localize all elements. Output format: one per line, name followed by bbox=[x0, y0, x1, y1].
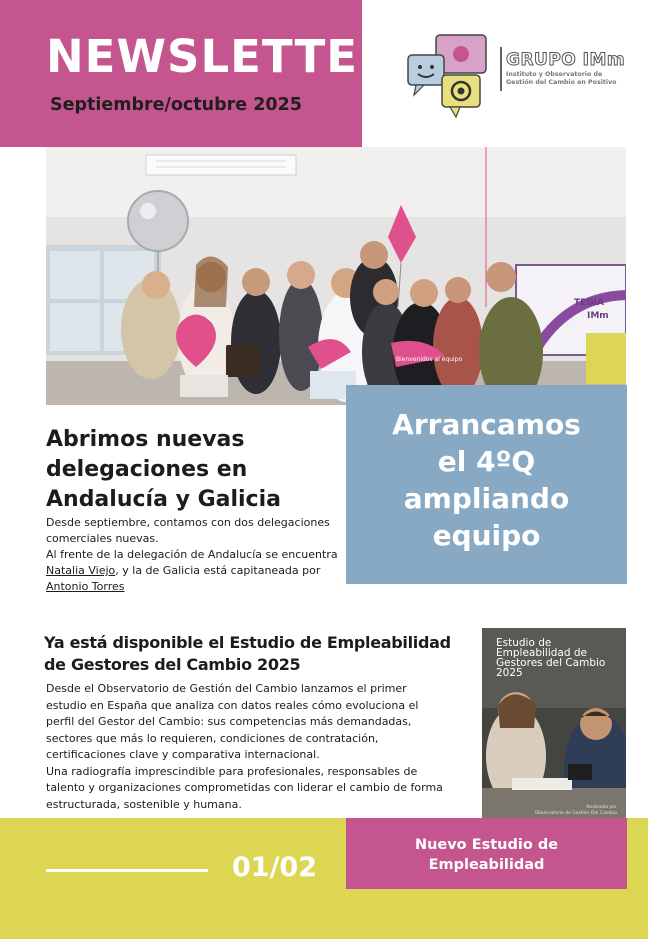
logo-subtitle: Instituto y Observatorio de Gestión del Cambio en Positivo bbox=[506, 71, 617, 86]
logo-icon bbox=[406, 33, 498, 119]
article-delegaciones-paragraph: Al frente de la delegación de Andalucía se encuentra Natalia Viejo, y la de Galicia está capitaneada por Antonio Torres bbox=[46, 548, 338, 593]
grupo-imm-logo[interactable] bbox=[406, 33, 628, 119]
logo-name: GRUPO IMm bbox=[506, 50, 626, 70]
newsletter-title: NEWSLETTER bbox=[46, 30, 394, 83]
article-delegaciones-paragraph: Desde septiembre, contamos con dos delegaciones comerciales nuevas. bbox=[46, 516, 330, 545]
person-link-antonio-torres[interactable]: Antonio Torres bbox=[46, 580, 125, 593]
footer-cta-label: Nuevo Estudio de Empleabilidad bbox=[414, 837, 559, 873]
study-cover-image[interactable] bbox=[482, 628, 626, 819]
highlight-title: Arrancamos el 4ºQ ampliando equipo bbox=[392, 408, 581, 552]
team-photo bbox=[46, 147, 626, 405]
balloon-text: Bienvenidos al equipo bbox=[396, 356, 463, 363]
article-estudio-paragraph: Una radiografía imprescindible para profesionales, responsables de talento y organizaciones comprometidas con liderar el cambio de forma estructurada, sostenible y humana. bbox=[46, 764, 443, 811]
decorative-yellow-square bbox=[586, 333, 626, 384]
logo-divider bbox=[500, 47, 502, 91]
article-delegaciones-title: Abrimos nuevas delegaciones en Andalucía y Galicia bbox=[46, 427, 281, 512]
footer-cta-box[interactable] bbox=[346, 818, 627, 889]
page-number: 01/02 bbox=[232, 852, 318, 883]
svg-text:IMm: IMm bbox=[587, 311, 609, 321]
issue-date: Septiembre/octubre 2025 bbox=[50, 95, 302, 115]
article-estudio-body bbox=[46, 681, 446, 813]
article-estudio-paragraph: Desde el Observatorio de Gestión del Cambio lanzamos el primer estudio en España que analiza con datos reales cómo evoluciona el perfil del Gestor del Cambio: sus competencias más demandadas, sectores que más lo requieren, condiciones de contratación, certificaciones clave y comparativa internacional. bbox=[46, 682, 419, 761]
team-photo-illustration bbox=[46, 147, 626, 405]
header-band bbox=[0, 0, 394, 147]
person-link-natalia-viejo[interactable]: Natalia Viejo bbox=[46, 564, 116, 577]
footer-divider bbox=[46, 869, 208, 872]
article-delegaciones-body bbox=[46, 515, 346, 595]
cover-title: Estudio de Empleabilidad de Gestores del Cambio 2025 bbox=[496, 637, 606, 679]
cover-credit: Realizado por Observatorio de Gestión Del Cambio bbox=[534, 805, 617, 816]
screen-text: TEGIA bbox=[574, 298, 604, 308]
article-estudio-title: Ya está disponible el Estudio de Empleabilidad de Gestores del Cambio 2025 bbox=[44, 633, 451, 674]
highlight-box bbox=[346, 385, 627, 584]
